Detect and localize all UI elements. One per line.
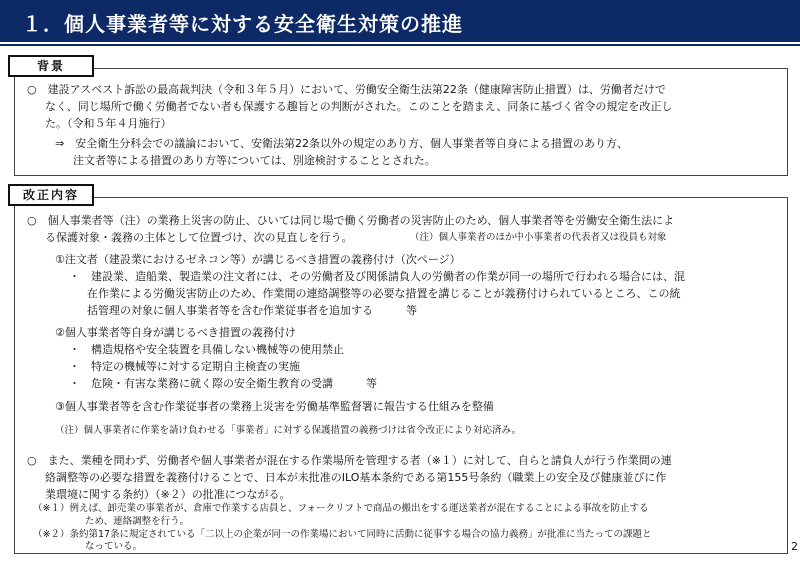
footnote-1-line-1: （※１）例えば、卸売業の事業者が、倉庫で作業する店員と、フォークリフトで商品の搬出をする運送業者が混在することによる事故を防止する xyxy=(33,503,649,514)
background-line-5: 注文者等による措置のあり方等については、別途検討することとされた。 xyxy=(73,154,436,167)
title-underline xyxy=(0,44,800,46)
footnote-2-line-2: なっている。 xyxy=(85,541,143,552)
item2-heading: ②個人事業者等自身が講じるべき措置の義務付け xyxy=(55,326,296,339)
background-box xyxy=(14,68,788,176)
item1-line-3: 括管理の対象に個人事業者等を含む作業従事者を追加する 等 xyxy=(87,304,417,317)
revision-label: 改正内容 xyxy=(8,184,94,206)
footnote-1-line-2: ため、連絡調整を行う。 xyxy=(85,516,190,527)
background-line-3: た。（令和５年４月施行） xyxy=(45,117,172,130)
item2-line-3: ・ 危険・有害な業務に就く際の安全衛生教育の受講 等 xyxy=(69,377,377,390)
background-line-4: ⇒ 安全衛生分科会での議論において、安衛法第22条以外の規定のあり方、個人事業者等自身による措置のあり方、 xyxy=(55,137,628,150)
page-title: １．個人事業者等に対する安全衛生対策の推進 xyxy=(22,12,463,36)
ilo-line-2: 絡調整等の必要な措置を義務付けることで、日本が未批准のILO基本条約である第155号条約（職業上の安全及び健康並びに作 xyxy=(45,471,667,484)
ilo-line-1: ○ また、業種を問わず、労働者や個人事業者が混在する作業場所を管理する者（※１）に対して、自らと請負人が行う作業間の連 xyxy=(27,454,672,467)
item3-heading: ③個人事業者等を含む作業従事者の業務上災害を労働基準監督署に報告する仕組みを整備 xyxy=(55,400,494,413)
background-label: 背景 xyxy=(8,55,94,77)
title-bar xyxy=(0,0,800,42)
revision-note: （注）個人事業者に作業を請け負わせる「事業者」に対する保護措置の義務づけは省令改正により対応済み。 xyxy=(55,425,522,436)
revision-intro-note: （注）個人事業者のほか中小事業者の代表者又は役員も対象 xyxy=(410,232,667,243)
background-line-1: ○ 建設アスベスト訴訟の最高裁判決（令和３年５月）において、労働安全衛生法第22条（健康障害防止措置）は、労働者だけで xyxy=(27,83,666,96)
item2-line-2: ・ 特定の機械等に対する定期自主検査の実施 xyxy=(69,360,300,373)
revision-box xyxy=(14,197,788,554)
page-number: 2 xyxy=(791,540,798,553)
revision-intro-2: る保護対象・義務の主体として位置づけ、次の見直しを行う。 xyxy=(45,231,353,244)
ilo-line-3: 業環境に関する条約）（※２）の批准につながる。 xyxy=(45,488,291,501)
item2-line-1: ・ 構造規格や安全装置を具備しない機械等の使用禁止 xyxy=(69,343,344,356)
item1-line-2: 在作業による労働災害防止のため、作業間の連絡調整等の必要な措置を講じることが義務付けられているところ、この統 xyxy=(87,287,681,300)
revision-intro-1: ○ 個人事業者等（注）の業務上災害の防止、ひいては同じ場で働く労働者の災害防止のため、個人事業者等を労働安全衛生法によ xyxy=(27,214,675,227)
footnote-2-line-1: （※２）条約第17条に規定されている「二以上の企業が同一の作業場において同時に活動に従事する場合の協力義務」が批准に当たっての課題と xyxy=(33,529,652,540)
background-line-2: なく、同じ場所で働く労働者でない者も保護する趣旨との判断がされた。このことを踏まえ、同条に基づく省令の規定を改正し xyxy=(45,100,673,113)
item1-heading: ①注文者（建設業におけるゼネコン等）が講じるべき措置の義務付け（次ページ） xyxy=(55,253,461,266)
item1-line-1: ・ 建設業、造船業、製造業の注文者には、その労働者及び関係請負人の労働者の作業が同一の場所で行われる場合には、混 xyxy=(69,270,685,283)
